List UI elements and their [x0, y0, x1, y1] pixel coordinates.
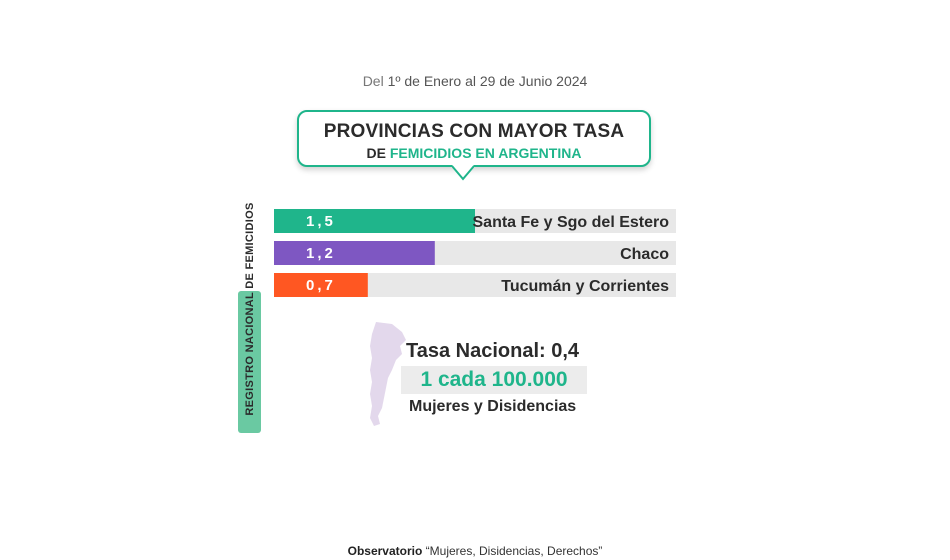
chart-title: PROVINCIAS CON MAYOR TASA: [323, 121, 625, 142]
date-prefix: Del: [362, 73, 384, 89]
bar-value-label: 0,7: [306, 277, 336, 294]
bar-value-label: 1,2: [306, 245, 336, 262]
category-label: Chaco: [620, 246, 669, 263]
national-rate: Tasa Nacional: 0,4: [406, 340, 580, 362]
subtitle-prefix: DE: [366, 145, 386, 161]
footer-quote: “Mujeres, Disidencias, Derechos”: [425, 544, 603, 558]
side-label-text: REGISTRO NACIONAL DE FEMICIDIOS: [243, 202, 256, 416]
category-label: Tucumán y Corrientes: [501, 278, 669, 295]
footer: [0, 544, 950, 558]
category-label: Santa Fe y Sgo del Estero: [472, 214, 669, 231]
date-text: 1º de Enero al 29 de Junio 2024: [387, 73, 588, 89]
national-population: Mujeres y Disidencias: [409, 398, 577, 415]
bar: [274, 241, 435, 265]
bar: [274, 209, 475, 233]
subtitle-highlight: FEMICIDIOS EN ARGENTINA: [389, 145, 582, 161]
bar-value-label: 1,5: [306, 213, 336, 230]
footer-bold: Observatorio: [347, 544, 423, 558]
national-ratio: 1 cada 100.000: [401, 366, 587, 394]
